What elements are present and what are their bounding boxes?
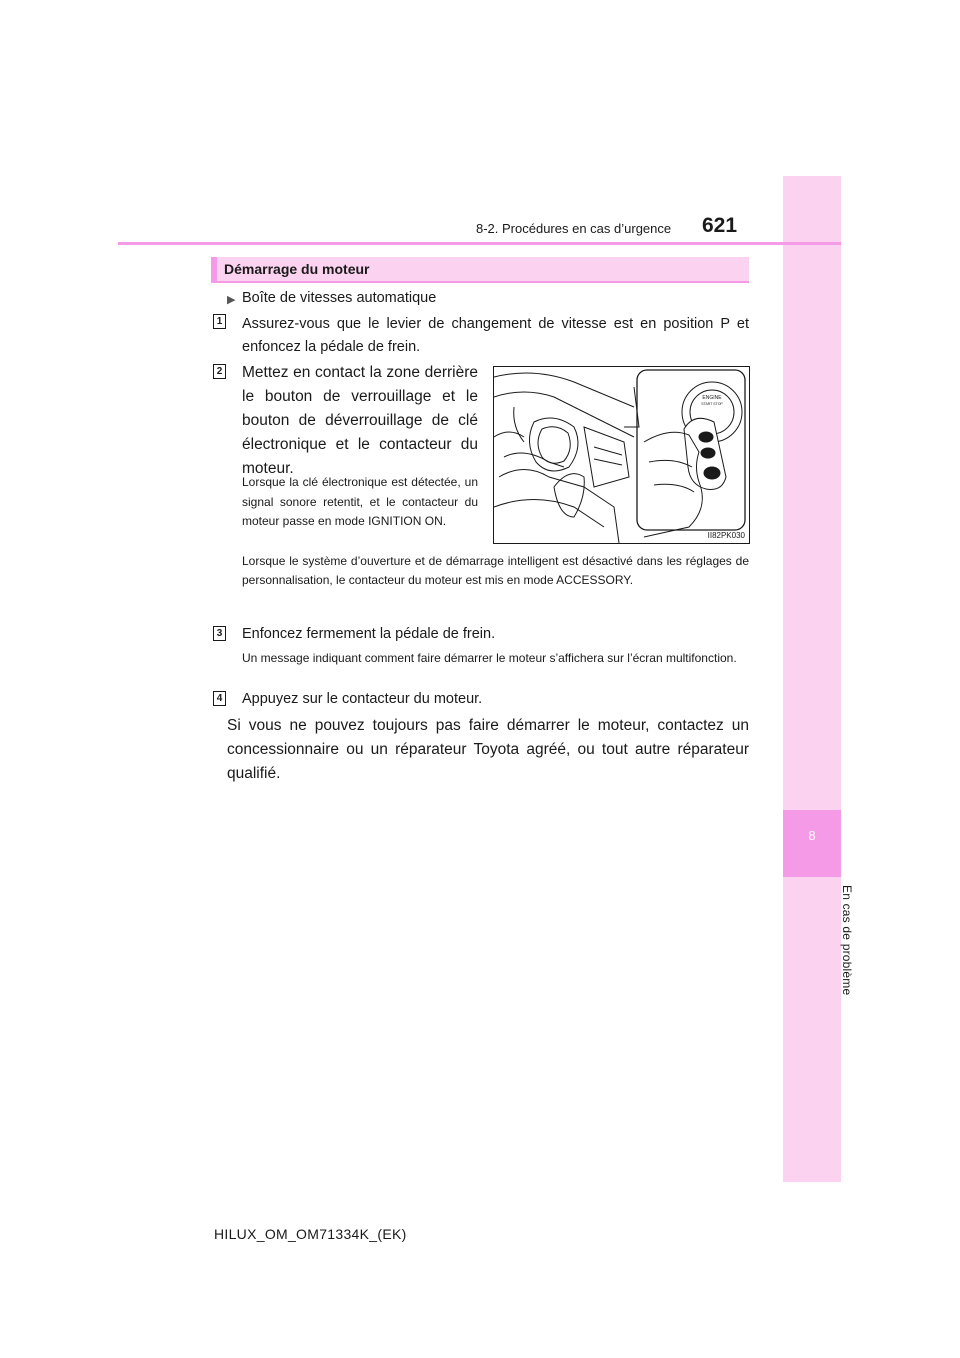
step-number-box: 1 xyxy=(213,314,226,329)
step-2-text: Mettez en contact la zone derrière le bouton de verrouillage et le bouton de déverrouillage de clé électronique et le contacteur du moteur. xyxy=(242,364,478,477)
step-4-text: Appuyez sur le contacteur du moteur. xyxy=(242,691,483,707)
chapter-title: En cas de problème xyxy=(840,884,854,996)
illustration-svg xyxy=(494,367,749,543)
closing-paragraph: Si vous ne pouvez toujours pas faire démarrer le moteur, contactez un concessionnaire ou un réparateur Toyota agréé, ou tout autre réparateur qualifié. xyxy=(227,717,749,782)
engine-button-label: ENGINE xyxy=(702,395,722,401)
step-3-note: Un message indiquant comment faire démarrer le moteur s’affichera sur l’écran multifonction. xyxy=(242,651,737,665)
document-id: HILUX_OM_OM71334K_(EK) xyxy=(214,1226,407,1242)
step-2-note-2: Lorsque le système d’ouverture et de démarrage intelligent est désactivé dans les réglages de personnalisation, le contacteur du moteur est mis en mode ACCESSORY. xyxy=(242,554,749,587)
step-number-box: 3 xyxy=(213,626,226,641)
step-number-box: 2 xyxy=(213,364,226,379)
section-reference: 8-2. Procédures en cas d’urgence xyxy=(476,221,672,236)
figure-code: II82PK030 xyxy=(707,531,745,540)
chapter-side-tab xyxy=(783,176,841,1182)
chapter-number: 8 xyxy=(808,828,816,843)
page-number: 621 xyxy=(702,214,738,237)
key-contact-illustration xyxy=(493,366,750,544)
chapter-number-tab xyxy=(783,810,841,877)
transmission-heading: Boîte de vitesses automatique xyxy=(242,290,437,306)
step-1-text: Assurez-vous que le levier de changement de vitesse est en position P et enfoncez la pédale de frein. xyxy=(242,316,749,355)
triangle-bullet-icon: ▶ xyxy=(227,294,236,306)
section-title: Démarrage du moteur xyxy=(224,261,370,277)
step-number-box: 4 xyxy=(213,691,226,706)
step-3-text: Enfoncez fermement la pédale de frein. xyxy=(242,626,496,642)
header-rule xyxy=(118,242,841,245)
start-stop-label: START STOP xyxy=(701,402,723,406)
step-2-note: Lorsque la clé électronique est détectée, un signal sonore retentit, et le contacteur du moteur passe en mode IGNITION ON. xyxy=(242,475,478,528)
